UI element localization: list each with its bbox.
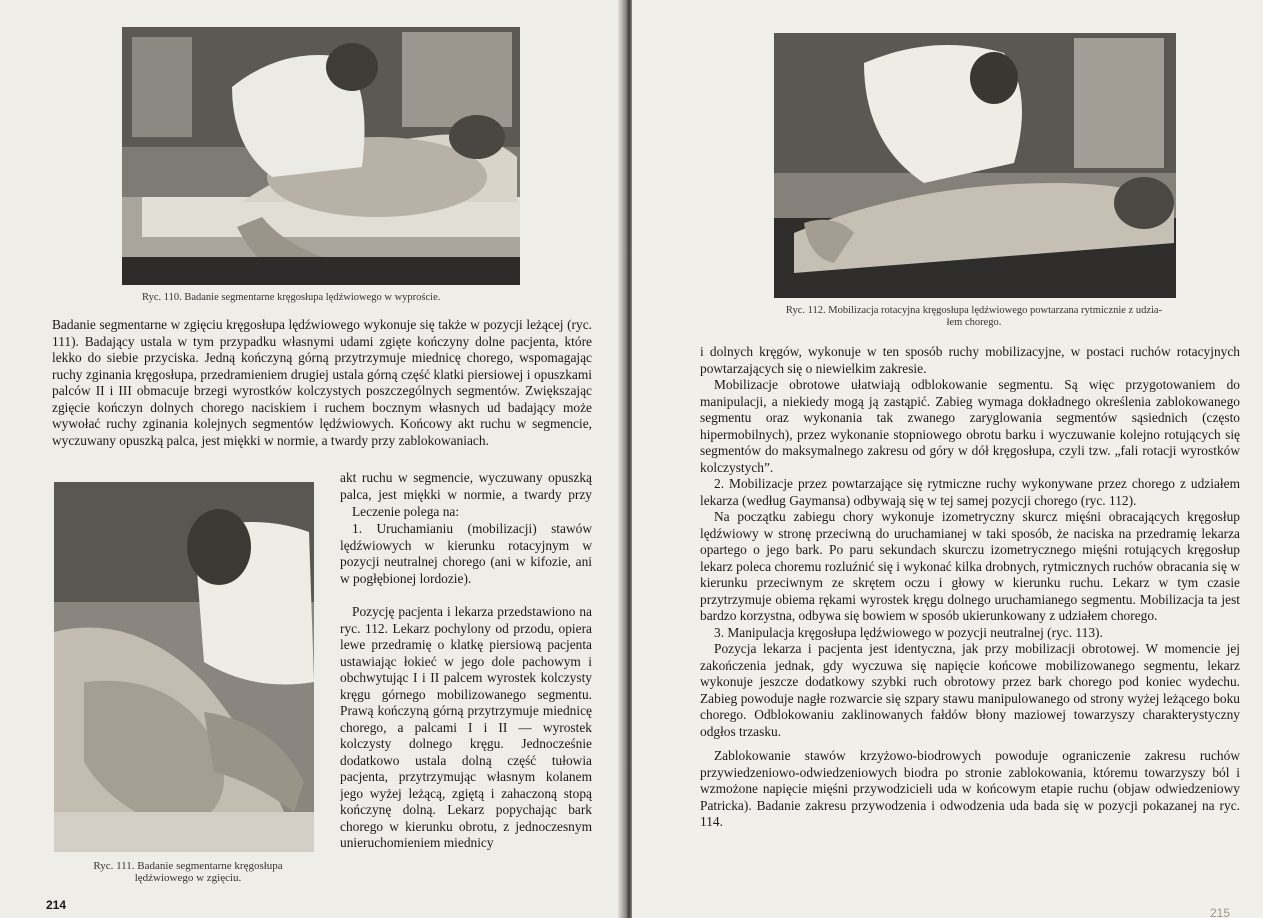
left-paragraph-4 [340,604,592,894]
left-page [0,0,622,918]
right-paragraph-5-text: 3. Manipulacja kręgosłupa lędźwiowego w pozycji neutralnej (ryc. 113). [714,624,1103,640]
right-paragraph-3 [700,476,1240,509]
left-paragraph-1 [52,317,592,467]
right-paragraph-1-text: i dolnych kręgów, wykonuje w ten sposób ruchy mobilizacyjne, w postaci ruchów rotacyjnych powtarzających się o niewielkim zakresie. [700,344,1240,376]
left-paragraph-1-text: Badanie segmentarne w zgięciu kręgosłupa lędźwiowego wykonuje się także w pozycji leżącej (ryc. 111). Badający ustala w tym przypadku własnymi udami zgięte kończyny dolne pacjenta, które lekko do siebie przyciska. Jedną kończyną górną przytrzymuje miednicę chorego, wspomagając ruchy zginania kręgosłupa, przedramieniem drugiej ustala górną część klatki piersiowej i opuszkami palców II i III obmacuje brzegi wyrostków kolczystych poszczególnych segmentów. Zwiększając zgięcie kończyn dolnych chorego naciskiem i ruchem bocznym własnych ud badający może wywołać ruchy zginania kolejnych segmentów lędźwiowych. Końcowy akt ruchu w segmencie, wyczuwany opuszką palca, jest miękki w normie, a twardy przy zablokowaniach. [52,317,592,448]
left-page-number: 214 [46,898,67,912]
right-page-number: 215 [1210,906,1231,918]
left-paragraph-1-side [340,470,592,503]
right-paragraph-4 [700,509,1240,625]
right-paragraph-3-text: 2. Mobilizacje przez powtarzające się rytmiczne ruchy wykonywane przez chorego z udziałem lekarza (według Gaymansa) odbywają się w tej samej pozycji chorego (ryc. 112). [700,476,1240,508]
figure-112-caption-line1: Ryc. 112. Mobilizacja rotacyjna kręgosłupa lędźwiowego powtarzana rytmicznie z udzia- [785,305,1163,316]
left-paragraph-4-text: Pozycję pacjenta i lekarza przedstawiono na ryc. 112. Lekarz pochylony od przodu, opiera lewe przedramię o klatkę piersiową pacjenta ustawiając łokieć w jego dole pachowym i obchwytując I i II palcem wyrostek kolczysty kręgu górnego mobilizowanego segmentu. Prawą kończyną górną przytrzymuje miednicę chorego, a palcami I i II — wyrostek kolczysty dolnego kręgu. Jednocześnie dodatkowo ustala dolną część tułowia pacjenta, przytrzymując własnym kolanem jego wyżej leżącą, zgiętą i zahaczoną stopą kończynę dolną. Lekarz popychając bark chorego w kierunku obrotu, z jednoczesnym unieruchomieniem miednicy [340,604,592,850]
figure-111-photo [54,482,314,852]
right-text-column [700,344,1240,831]
left-paragraph-1-side-text: akt ruchu w segmencie, wyczuwany opuszką palca, jest miękki w normie, a twardy przy [340,470,592,502]
right-paragraph-5 [700,625,1240,642]
left-paragraph-3 [340,521,592,587]
figure-112-caption-line2: łem chorego. [946,317,1002,328]
right-paragraph-6 [700,641,1240,740]
left-paragraph-2-text: Leczenie polega na: [352,504,460,519]
right-paragraph-2-text: Mobilizacje obrotowe ułatwiają odblokowanie segmentu. Są więc przygotowaniem do manipulacji, a niekiedy mogą ją zastąpić. Zabieg wymaga dokładnego określenia zablokowanego segmentu oraz wykonania tak zwanego zaryglowania segmentów sąsiednich (często hipermobilnych), przez wykonanie stopniowego obrotu barku i wyczuwanie kolejno rotujących się segmentów do maksymalnego zakresu od góry w dół kręgosłupa, czyli tzw. „fali rotacji wyrostków kolczystych”. [700,377,1240,475]
figure-111-caption-line1: Ryc. 111. Badanie segmentarne kręgosłupa [93,860,283,872]
right-paragraph-1 [700,344,1240,377]
figure-111-caption-line2: lędźwiowego w zgięciu. [134,872,242,884]
figure-112-photo [774,33,1176,298]
figure-112-caption [704,305,1244,329]
figure-110-caption: Ryc. 110. Badanie segmentarne kręgosłupa lędźwiowego w wyproście. [142,292,441,303]
right-paragraph-4-text: Na początku zabiegu chory wykonuje izometryczny skurcz mięśni obracających kręgosłup lędźwiowy w stronę przeciwną do uruchamianej w taki sposób, że naciska na przedramię lekarza opartego o jego bark. Po paru sekundach skurczu izometrycznego mięśni rotujących kręgosłup lekarz poleca choremu rozluźnić się i wykonać kilka drobnych, rytmicznych ruchów obracania się w kierunku przeciwnym ze skrętem oczu i głowy w kierunku ruchu. Lekarz w tym czasie przytrzymuje obiema rękami wyrostek kręgu dolnego uruchamianego segmentu. Mobilizacja ta jest bardzo korzystna, odbywa się bowiem w sposób ukierunkowany z udziałem chorego. [700,509,1240,623]
right-page [632,0,1263,918]
figure-111-caption [48,860,328,884]
right-paragraph-7 [700,748,1240,831]
left-paragraph-3-text: 1. Uruchamianiu (mobilizacji) stawów lędźwiowych w kierunku rotacyjnym w pozycji neutralnej chorego (ani w kifozie, ani w pogłębionej lordozie). [340,521,592,586]
right-paragraph-7-text: Zablokowanie stawów krzyżowo-biodrowych powoduje ograniczenie zakresu ruchów przywiedzeniowo-odwiedzeniowych biodra po stronie zablokowania, któremu towarzyszy ból i wzmożone napięcie mięśni przywodzicieli uda w końcowym etapie ruchu (objaw odwiedzeniowy Patricka). Badanie zakresu przywodzenia i odwodzenia uda bada się w pozycji pokazanej na ryc. 114. [700,748,1240,829]
right-paragraph-2 [700,377,1240,476]
left-paragraph-2 [340,504,592,521]
right-paragraph-6-text: Pozycja lekarza i pacjenta jest identyczna, jak przy mobilizacji obrotowej. W momencie jej zakończenia jednak, gdy wyczuwa się napięcie końcowe mobilizowanego segmentu, lekarz wykonuje jeszcze dodatkowy szybki ruch obrotowy przez bark chorego pod koniec wydechu. Zabieg powoduje nagłe rozwarcie się szpary stawu manipulowanego od strony wyżej leżącego boku chorego. Odblokowaniu zaklinowanych fałdów błony maziowej towarzyszy charakterystyczny odgłos trzasku. [700,641,1240,739]
figure-110-photo [122,27,520,285]
